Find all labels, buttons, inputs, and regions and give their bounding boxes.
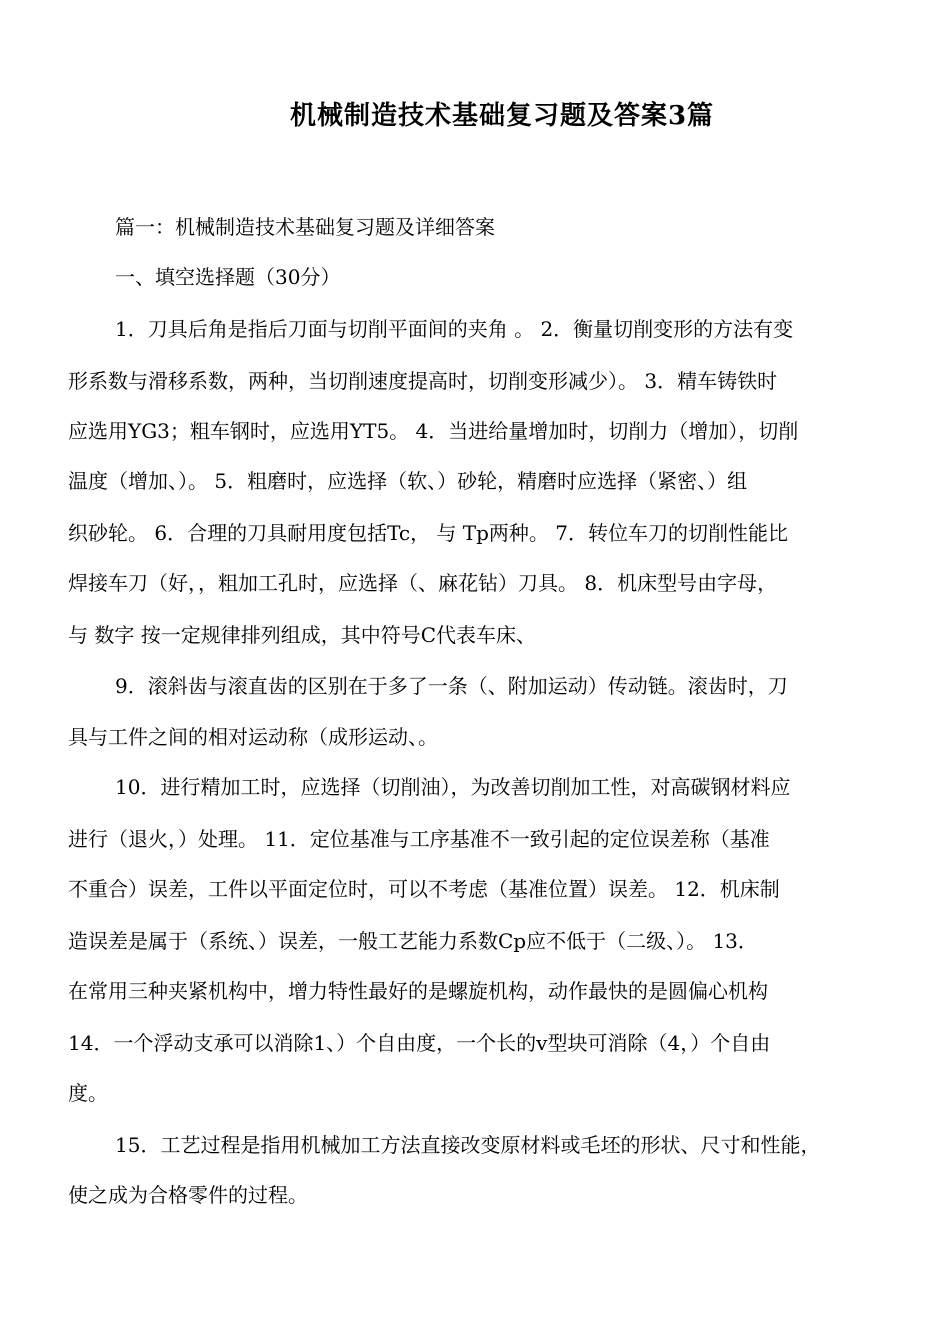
paragraph-line: 造误差是属于（系统、）误差，一般工艺能力系数Cp应不低于（二级、）。 13． (68, 929, 758, 953)
paragraph-line: 与 数字 按一定规律排列组成，其中符号C代表车床、 (68, 623, 537, 647)
paragraph-line: 进行（退火，）处理。 11．定位基准与工序基准不一致引起的定位误差称（基准 (68, 827, 770, 851)
paragraph-line: 形系数与滑移系数，两种，当切削速度提高时，切削变形减少）。 3．精车铸铁时 (68, 369, 778, 393)
paragraph-line: 度。 (68, 1081, 108, 1105)
section-heading: 篇一：机械制造技术基础复习题及详细答案 (115, 215, 495, 239)
paragraph-line: 焊接车刀（好，，粗加工孔时，应选择（、麻花钻）刀具。 8．机床型号由字母， (68, 571, 778, 595)
paragraph-line: 不重合）误差，工件以平面定位时，可以不考虑（基准位置）误差。 12．机床制 (68, 877, 780, 901)
paragraph-line: 1．刀具后角是指后刀面与切削平面间的夹角 。 2．衡量切削变形的方法有变 (115, 317, 794, 341)
document-title: 机械制造技术基础复习题及答案3篇 (289, 101, 715, 131)
paragraph-line: 使之成为合格零件的过程。 (68, 1183, 308, 1207)
paragraph-line: 9．滚斜齿与滚直齿的区别在于多了一条（、附加运动）传动链。滚齿时，刀 (115, 674, 788, 698)
paragraph-line: 14．一个浮动支承可以消除1、）个自由度，一个长的v型块可消除（4，）个自由 (68, 1031, 771, 1055)
question-group-heading: 一、填空选择题（30分） (115, 265, 341, 289)
paragraph-line: 织砂轮。 6．合理的刀具耐用度包括Tc， 与 Tp两种。 7．转位车刀的切削性能比 (68, 521, 789, 545)
paragraph-line: 温度（增加、）。 5．粗磨时，应选择（软、）砂轮，精磨时应选择（紧密、）组 (68, 469, 748, 493)
paragraph-line: 在常用三种夹紧机构中，增力特性最好的是螺旋机构，动作最快的是圆偏心机构 (68, 979, 768, 1003)
paragraph-line: 10．进行精加工时，应选择（切削油），为改善切削加工性，对高碳钢材料应 (115, 775, 791, 799)
paragraph-line: 具与工件之间的相对运动称（成形运动、。 (68, 725, 438, 749)
paragraph-line: 应选用YG3；粗车钢时，应选用YT5。 4．当进给量增加时，切削力（增加），切削 (68, 419, 799, 443)
paragraph-line: 15．工艺过程是指用机械加工方法直接改变原材料或毛坯的形状、尺寸和性能， (115, 1133, 821, 1157)
